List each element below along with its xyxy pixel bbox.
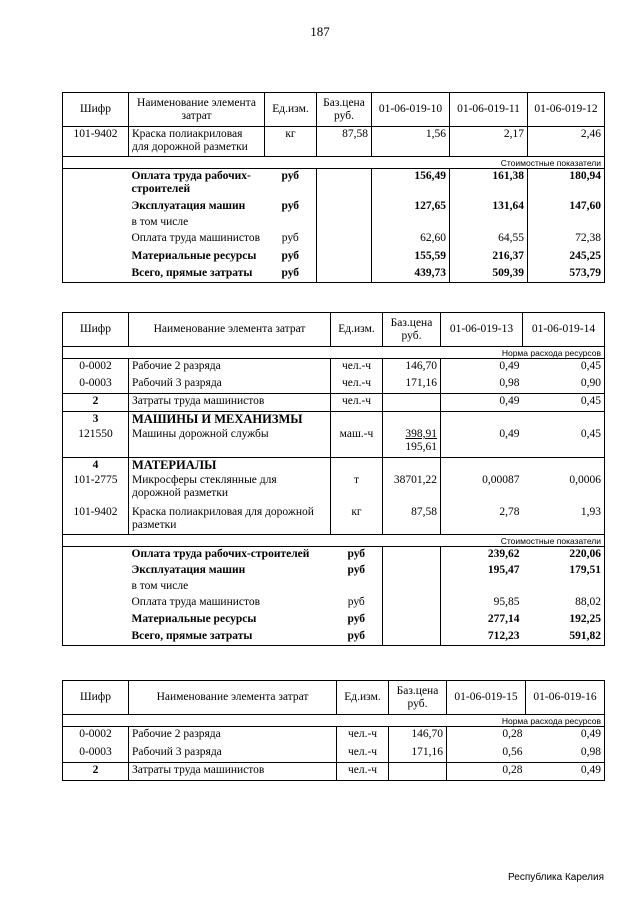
row-code: 0-0003 bbox=[63, 376, 129, 394]
row-name: в том числе bbox=[131, 579, 189, 592]
row-name: Машины дорожной службы bbox=[129, 427, 331, 457]
row-unit: руб bbox=[347, 548, 366, 560]
row-value: 0,49 bbox=[499, 360, 520, 372]
row-value: 439,73 bbox=[372, 266, 450, 283]
row-name: Затраты труда машинистов bbox=[129, 394, 331, 412]
row-code: 0-0002 bbox=[63, 727, 129, 745]
row-value: 712,23 bbox=[441, 629, 523, 646]
row-name: Всего, прямые затраты bbox=[129, 266, 265, 283]
row-unit: чел.-ч bbox=[337, 745, 389, 763]
row-name: Рабочие 2 разряда bbox=[129, 727, 337, 745]
norms-table-2 bbox=[62, 312, 605, 646]
row-code: 2 bbox=[63, 394, 129, 412]
row-unit: кг bbox=[331, 505, 383, 535]
group-code: 3 bbox=[63, 412, 129, 428]
table-row bbox=[63, 727, 605, 745]
row-value: 0,98 bbox=[441, 376, 523, 394]
row-unit: руб bbox=[331, 629, 383, 646]
row-name: Оплата труда машинистов bbox=[131, 595, 261, 608]
row-value: 180,94 bbox=[528, 169, 605, 199]
row-price: 146,70 bbox=[389, 727, 447, 745]
table-row bbox=[63, 169, 605, 199]
row-unit: руб bbox=[281, 249, 300, 262]
row-value: 0,0006 bbox=[523, 473, 605, 505]
table-row bbox=[63, 505, 605, 535]
row-value: 192,25 bbox=[523, 612, 605, 629]
row-value: 509,39 bbox=[450, 266, 528, 283]
row-value: 0,56 bbox=[447, 745, 526, 763]
row-unit: руб bbox=[347, 612, 366, 625]
row-unit: чел.-ч bbox=[337, 763, 389, 781]
row-value: 72,38 bbox=[528, 231, 605, 249]
group-title: МАТЕРИАЛЫ bbox=[129, 457, 331, 473]
row-price: 398,91 bbox=[405, 428, 437, 440]
row-value: 95,85 bbox=[493, 595, 520, 608]
row-code: 0-0003 bbox=[63, 745, 129, 763]
row-name: Эксплуатация машин bbox=[131, 563, 246, 576]
row-value: 127,65 bbox=[414, 199, 446, 212]
table-row bbox=[63, 359, 605, 376]
row-name: Оплата труда рабочих-строителей bbox=[131, 170, 251, 195]
section-label: Норма расхода ресурсов bbox=[63, 715, 605, 727]
header-code: Шифр bbox=[63, 313, 129, 347]
table-row bbox=[63, 547, 605, 563]
header-norm-16: 01-06-019-16 bbox=[526, 681, 605, 715]
norms-table-3 bbox=[62, 680, 605, 781]
header-code: Шифр bbox=[63, 93, 129, 127]
row-name: Краска полиакриловая для дорожной разметки bbox=[129, 505, 331, 535]
group-heading bbox=[63, 412, 605, 428]
header-code: Шифр bbox=[63, 681, 129, 715]
row-value: 0,45 bbox=[523, 394, 605, 412]
row-unit: т bbox=[353, 473, 360, 486]
norms-table-1 bbox=[62, 92, 605, 283]
row-value: 0,28 bbox=[447, 763, 526, 781]
header-name: Наименование элемента затрат bbox=[129, 681, 337, 715]
row-name: Затраты труда машинистов bbox=[129, 763, 337, 781]
header-norm-13: 01-06-019-13 bbox=[441, 313, 523, 347]
row-value: 131,64 bbox=[450, 199, 528, 215]
row-unit: руб bbox=[281, 199, 300, 212]
row-value: 161,38 bbox=[450, 169, 528, 199]
footer-region: Республика Карелия bbox=[508, 872, 604, 883]
row-name: Материальные ресурсы bbox=[131, 249, 257, 262]
row-value: 195,47 bbox=[487, 563, 520, 576]
row-value: 245,25 bbox=[528, 249, 605, 266]
group-heading bbox=[63, 457, 605, 473]
table-row bbox=[63, 595, 605, 612]
row-value: 2,78 bbox=[441, 505, 523, 535]
header-unit: Ед.изм. bbox=[265, 93, 317, 127]
section-label: Норма расхода ресурсов bbox=[63, 347, 605, 359]
row-name: в том числе bbox=[131, 215, 189, 228]
row-value: 0,45 bbox=[523, 427, 605, 457]
page-number: 187 bbox=[310, 24, 330, 39]
row-code: 101-2775 bbox=[63, 473, 129, 505]
row-price-secondary: 195,61 bbox=[405, 441, 437, 453]
table-row bbox=[63, 427, 605, 457]
header-price: Баз.цена руб. bbox=[383, 313, 441, 347]
section-label: Стоимостные показатели bbox=[63, 535, 605, 547]
row-value: 64,55 bbox=[450, 231, 528, 249]
header-price: Баз.цена руб. bbox=[389, 681, 447, 715]
row-unit: руб bbox=[347, 563, 366, 576]
row-price: 87,58 bbox=[383, 505, 441, 535]
row-value: 0,28 bbox=[502, 728, 523, 740]
row-name: Всего, прямые затраты bbox=[129, 629, 331, 646]
row-value: 0,49 bbox=[441, 427, 523, 457]
row-unit: маш.-ч bbox=[331, 427, 383, 457]
row-code: 0-0002 bbox=[63, 359, 129, 376]
row-value: 277,14 bbox=[487, 612, 520, 625]
row-code: 2 bbox=[63, 763, 129, 781]
row-value: 573,79 bbox=[528, 266, 605, 283]
row-unit: руб bbox=[265, 266, 317, 283]
row-unit: чел.-ч bbox=[347, 728, 378, 740]
table-row bbox=[63, 127, 605, 157]
row-name: Краска полиакриловая для дорожной разметки bbox=[129, 127, 265, 157]
header-norm-14: 01-06-019-14 bbox=[523, 313, 605, 347]
row-name: Оплата труда рабочих-строителей bbox=[131, 548, 310, 560]
row-name: Оплата труда машинистов bbox=[131, 231, 261, 244]
table-row bbox=[63, 215, 605, 231]
row-value: 88,02 bbox=[523, 595, 605, 612]
row-value: 0,98 bbox=[526, 745, 605, 763]
table-row bbox=[63, 249, 605, 266]
row-price: 171,16 bbox=[383, 376, 441, 394]
row-value: 0,49 bbox=[441, 394, 523, 412]
row-value: 0,49 bbox=[526, 763, 605, 781]
row-value: 155,59 bbox=[414, 249, 446, 262]
row-price: 146,70 bbox=[383, 359, 441, 376]
row-value: 0,00087 bbox=[482, 473, 520, 486]
row-value: 0,90 bbox=[523, 376, 605, 394]
row-value: 1,56 bbox=[372, 127, 450, 157]
row-name: Рабочие 2 разряда bbox=[129, 359, 331, 376]
row-unit: кг bbox=[265, 127, 317, 157]
row-value: 62,60 bbox=[420, 231, 446, 244]
table-row bbox=[63, 266, 605, 283]
row-unit: руб bbox=[281, 170, 300, 182]
row-name: Микросферы стеклянные для дорожной разметки bbox=[129, 473, 331, 505]
row-unit: чел.-ч bbox=[341, 360, 372, 372]
row-code: 101-9402 bbox=[63, 127, 129, 157]
table-row bbox=[63, 579, 605, 595]
header-name: Наименование элемента затрат bbox=[129, 93, 265, 127]
row-value: 220,06 bbox=[523, 547, 605, 563]
section-label: Стоимостные показатели bbox=[63, 157, 605, 169]
row-value: 156,49 bbox=[414, 170, 446, 182]
row-value: 591,82 bbox=[523, 629, 605, 646]
header-name: Наименование элемента затрат bbox=[129, 313, 331, 347]
group-code: 4 bbox=[63, 457, 129, 473]
row-value: 1,93 bbox=[523, 505, 605, 535]
row-unit: руб bbox=[347, 595, 365, 608]
row-unit: чел.-ч bbox=[331, 376, 383, 394]
table-row bbox=[63, 629, 605, 646]
row-value: 2,17 bbox=[450, 127, 528, 157]
table-row bbox=[63, 394, 605, 412]
row-unit: руб bbox=[281, 231, 299, 244]
table-row bbox=[63, 199, 605, 215]
header-norm-15: 01-06-019-15 bbox=[447, 681, 526, 715]
row-value: 216,37 bbox=[450, 249, 528, 266]
table-row bbox=[63, 612, 605, 629]
header-unit: Ед.изм. bbox=[337, 681, 389, 715]
row-name: Эксплуатация машин bbox=[131, 199, 246, 212]
row-name: Рабочий 3 разряда bbox=[129, 376, 331, 394]
table-row bbox=[63, 231, 605, 249]
row-value: 179,51 bbox=[523, 563, 605, 579]
header-unit: Ед.изм. bbox=[331, 313, 383, 347]
table-row bbox=[63, 745, 605, 763]
row-price: 87,58 bbox=[317, 127, 372, 157]
row-unit: чел.-ч bbox=[331, 394, 383, 412]
table-row bbox=[63, 376, 605, 394]
row-name: Материальные ресурсы bbox=[131, 612, 257, 625]
row-value: 147,60 bbox=[528, 199, 605, 215]
row-price: 171,16 bbox=[389, 745, 447, 763]
row-price: 38701,22 bbox=[383, 473, 441, 505]
row-name: Рабочий 3 разряда bbox=[129, 745, 337, 763]
group-title: МАШИНЫ И МЕХАНИЗМЫ bbox=[129, 412, 331, 428]
row-value: 2,46 bbox=[528, 127, 605, 157]
table-row bbox=[63, 563, 605, 579]
header-norm-12: 01-06-019-12 bbox=[528, 93, 605, 127]
table-row bbox=[63, 763, 605, 781]
row-value: 0,49 bbox=[526, 727, 605, 745]
row-value: 239,62 bbox=[487, 548, 520, 560]
row-code: 121550 bbox=[63, 427, 129, 457]
header-norm-11: 01-06-019-11 bbox=[450, 93, 528, 127]
header-norm-10: 01-06-019-10 bbox=[372, 93, 450, 127]
row-code: 101-9402 bbox=[63, 505, 129, 535]
table-row bbox=[63, 473, 605, 505]
header-price: Баз.цена руб. bbox=[317, 93, 372, 127]
row-value: 0,45 bbox=[523, 359, 605, 376]
